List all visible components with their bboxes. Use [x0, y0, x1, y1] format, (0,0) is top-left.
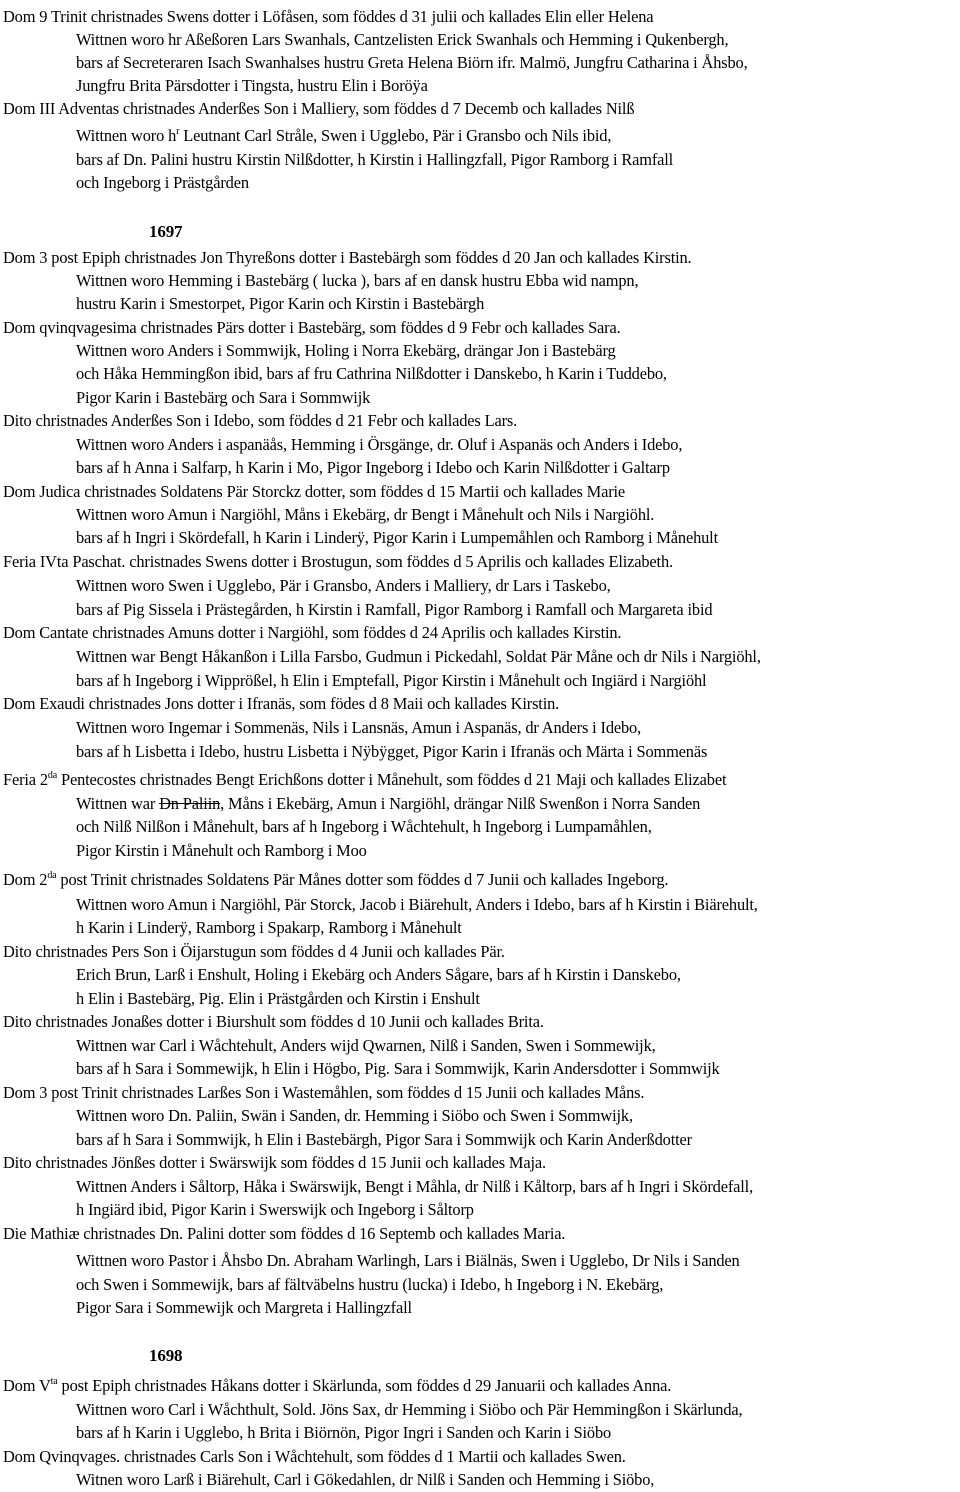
- entry-line: [3, 480, 625, 503]
- entry-detail-line: [76, 815, 652, 838]
- text-run: Die Mathiæ christnades Dn. Palini dotter som föddes d 16 Septemb och kallades Maria.: [3, 1224, 566, 1243]
- entry-detail-line: [76, 598, 712, 621]
- text-run: Wittnen woro Ingemar i Sommenäs, Nils i Lansnäs, Amun i Aspanäs, dr Anders i Idebo,: [76, 718, 642, 737]
- text-run: bars af Pig Sissela i Prästegården, h Kirstin i Ramfall, Pigor Ramborg i Ramfall och Margareta ibid: [76, 600, 713, 619]
- entry-line: [3, 1445, 626, 1468]
- text-run: Wittnen woro Pastor i Åhsbo Dn. Abraham Warlingh, Lars i Biälnäs, Swen i Ugglebo, Dr Nils i Sanden: [76, 1251, 740, 1270]
- entry-detail-line: [76, 1249, 740, 1272]
- text-run: Wittnen war: [76, 794, 160, 813]
- entry-line: [3, 409, 517, 432]
- entry-detail-line: [76, 740, 707, 763]
- entry-detail-line: [76, 269, 638, 292]
- entry-detail-line: [76, 51, 748, 74]
- text-run: Wittnen Anders i Såltorp, Håka i Swärswijk, Bengt i Måhla, dr Nilß i Kåltorp, bars af h Ingri i Skördefall,: [76, 1177, 754, 1196]
- text-run: Leutnant Carl Stråle, Swen i Ugglebo, Pär i Gransbo och Nils ibid,: [179, 126, 612, 145]
- entry-detail-line: [76, 1175, 753, 1198]
- text-run: Wittnen woro Anders i aspanäås, Hemming i Örsgänge, dr. Oluf i Aspanäs och Anders i Idebo,: [76, 435, 683, 454]
- text-run: Dom Qvinqvages. christnades Carls Son i Wåchtehult, som föddes d 1 Martii och kallades Swen.: [3, 1447, 626, 1466]
- text-run: Wittnen woro Anders i Sommwijk, Holing i Norra Ekebärg, drängar Jon i Bastebärg: [76, 341, 616, 360]
- entry-detail-line: [76, 386, 370, 409]
- entry-detail-line: [76, 503, 654, 526]
- text-run: Feria IVta Paschat. christnades Swens dotter i Brostugun, som föddes d 5 Aprilis och kallades Elizabeth.: [3, 552, 673, 571]
- entry-line: [3, 868, 668, 891]
- entry-line: [3, 1151, 546, 1174]
- text-run: Jungfru Brita Pärsdotter i Tingsta, hustru Elin i Boröÿa: [76, 76, 428, 95]
- text-run: Feria 2: [3, 770, 48, 789]
- entry-detail-line: [76, 963, 681, 986]
- entry-detail-line: [76, 74, 428, 97]
- struck-text: Dn Paliin: [159, 794, 221, 813]
- text-run: bars af h Lisbetta i Idebo, hustru Lisbetta i Nÿbÿgget, Pigor Karin i Ifranäs och Märta i Sommenäs: [76, 742, 708, 761]
- superscript-text: ta: [50, 1376, 58, 1387]
- entry-detail-line: [76, 1034, 656, 1057]
- entry-line: [3, 768, 726, 791]
- entry-line: [3, 316, 621, 339]
- entry-detail-line: [76, 1296, 412, 1319]
- text-run: bars af Dn. Palini hustru Kirstin Nilßdotter, h Kirstin i Hallingzfall, Pigor Ramborg i Ramfall: [76, 150, 674, 169]
- entry-line: [3, 1222, 565, 1245]
- entry-detail-line: [76, 124, 611, 147]
- text-run: Wittnen war Carl i Wåchtehult, Anders wijd Qwarnen, Nilß i Sanden, Swen i Sommewijk,: [76, 1036, 656, 1055]
- text-run: Dito christnades Pers Son i Öijarstugun som föddes d 4 Junii och kallades Pär.: [3, 942, 505, 961]
- entry-line: [3, 246, 692, 269]
- text-run: Dito christnades Anderßes Son i Idebo, som föddes d 21 Febr och kallades Lars.: [3, 411, 518, 430]
- text-run: , Måns i Ekebärg, Amun i Nargiöhl, drängar Nilß Swenßon i Norra Sanden: [220, 794, 701, 813]
- text-run: Wittnen woro Amun i Nargiöhl, Pär Storck, Jacob i Biärehult, Anders i Idebo, bars af h Kirstin i Biärehult,: [76, 895, 758, 914]
- entry-detail-line: [76, 456, 670, 479]
- text-run: bars af Secreteraren Isach Swanhalses hustru Greta Helena Biörn ifr. Malmö, Jungfru Catharina i Åhsbo,: [76, 53, 748, 72]
- entry-detail-line: [76, 171, 249, 194]
- text-run: Erich Brun, Larß i Enshult, Holing i Ekebärg och Anders Sågare, bars af h Kirstin i Danskebo,: [76, 965, 681, 984]
- entry-line: [3, 1010, 544, 1033]
- entry-detail-line: [76, 1421, 611, 1444]
- text-run: h Ingiärd ibid, Pigor Karin i Swerswijk och Ingeborg i Såltorp: [76, 1200, 474, 1219]
- text-run: och Nilß Nilßon i Månehult, bars af h Ingeborg i Wåchtehult, h Ingeborg i Lumpamåhlen,: [76, 817, 652, 836]
- text-run: bars af h Ingeborg i Wipprößel, h Elin i Emptefall, Pigor Kirstin i Månehult och Ingiärd i Nargiöhl: [76, 671, 707, 690]
- text-run: Wittnen woro Carl i Wåchthult, Sold. Jöns Sax, dr Hemming i Siöbo och Pär Hemmingßon i Skärlunda,: [76, 1400, 743, 1419]
- entry-detail-line: [76, 839, 367, 862]
- text-run: och Swen i Sommewijk, bars af fältväbelns hustru (lucka) i Idebo, h Ingeborg i N. Ekebärg,: [76, 1275, 664, 1294]
- superscript-text: da: [47, 770, 58, 781]
- entry-detail-line: [76, 292, 484, 315]
- entry-detail-line: [76, 1468, 654, 1491]
- entry-detail-line: [76, 716, 641, 739]
- text-run: Wittnen woro Dn. Paliin, Swän i Sanden, dr. Hemming i Siöbo och Swen i Sommwijk,: [76, 1106, 633, 1125]
- entry-line: [3, 621, 621, 644]
- text-run: Dito christnades Jönßes dotter i Swärswijk som föddes d 15 Junii och kallades Maja.: [3, 1153, 546, 1172]
- entry-detail-line: [76, 362, 667, 385]
- text-run: Dom 3 post Trinit christnades Larßes Son i Wastemåhlen, som föddes d 15 Junii och kallades Måns.: [3, 1083, 645, 1102]
- text-run: Pigor Sara i Sommewijk och Margreta i Hallingzfall: [76, 1298, 412, 1317]
- text-run: post Epiph christnades Håkans dotter i Skärlunda, som föddes d 29 Januarii och kallades Anna.: [57, 1376, 672, 1395]
- entry-detail-line: [76, 526, 718, 549]
- text-run: Pigor Kirstin i Månehult och Ramborg i Moo: [76, 841, 367, 860]
- entry-detail-line: [76, 893, 758, 916]
- entry-line: [3, 97, 634, 120]
- text-run: Dom 3 post Epiph christnades Jon Thyreßons dotter i Bastebärgh som föddes d 20 Jan och kallades Kirstin.: [3, 248, 692, 267]
- superscript-text: r: [176, 126, 180, 137]
- text-run: bars af h Anna i Salfarp, h Karin i Mo, Pigor Ingeborg i Idebo och Karin Nilßdotter i Galtarp: [76, 458, 670, 477]
- entry-line: [3, 692, 559, 715]
- text-run: och Ingeborg i Prästgården: [76, 173, 249, 192]
- text-run: post Trinit christnades Soldatens Pär Månes dotter som föddes d 7 Junii och kallades Ingeborg.: [56, 870, 669, 889]
- entry-detail-line: [76, 1104, 633, 1127]
- text-run: Wittnen woro h: [76, 126, 177, 145]
- entry-line: [3, 1374, 671, 1397]
- entry-detail-line: [76, 148, 673, 171]
- entry-detail-line: [76, 669, 706, 692]
- text-run: Pigor Karin i Bastebärg och Sara i Sommwijk: [76, 388, 371, 407]
- entry-detail-line: [76, 1398, 742, 1421]
- entry-detail-line: [76, 433, 682, 456]
- text-run: Wittnen war Bengt Håkanßon i Lilla Farsbo, Gudmun i Pickedahl, Soldat Pär Måne och dr Nils i Nargiöhl,: [76, 647, 761, 666]
- entry-detail-line: [76, 1198, 474, 1221]
- text-run: Dom 2: [3, 870, 48, 889]
- entry-detail-line: [76, 987, 480, 1010]
- text-run: Dom V: [3, 1376, 51, 1395]
- text-run: Dom qvinqvagesima christnades Pärs dotter i Bastebärg, som föddes d 9 Febr och kallades Sara.: [3, 318, 621, 337]
- year-heading: 1697: [149, 222, 183, 241]
- entry-line: [3, 940, 505, 963]
- text-run: Dom 9 Trinit christnades Swens dotter i Löfåsen, som föddes d 31 julii och kallades Elin eller Helena: [3, 7, 654, 26]
- text-run: h Karin i Linderÿ, Ramborg i Spakarp, Ramborg i Månehult: [76, 918, 462, 937]
- text-run: Witnen woro Larß i Biärehult, Carl i Gökedahlen, dr Nilß i Sanden och Hemming i Siöbo,: [76, 1470, 655, 1489]
- entry-detail-line: [76, 1057, 720, 1080]
- text-run: h Elin i Bastebärg, Pig. Elin i Prästgården och Kirstin i Enshult: [76, 989, 480, 1008]
- entry-detail-line: [76, 28, 728, 51]
- entry-detail-line: [76, 916, 462, 939]
- text-run: bars af h Karin i Ugglebo, h Brita i Biörnön, Pigor Ingri i Sanden och Karin i Siöbo: [76, 1423, 612, 1442]
- text-run: Wittnen woro Amun i Nargiöhl, Måns i Ekebärg, dr Bengt i Månehult och Nils i Nargiöhl.: [76, 505, 655, 524]
- text-run: Dom Exaudi christnades Jons dotter i Ifranäs, som födes d 8 Maii och kallades Kirstin.: [3, 694, 560, 713]
- superscript-text: da: [47, 870, 57, 881]
- entry-detail-line: [76, 1128, 692, 1151]
- entry-line: [3, 1081, 644, 1104]
- entry-detail-line: [76, 1273, 663, 1296]
- entry-detail-line: [76, 339, 616, 362]
- text-run: Pentecostes christnades Bengt Erichßons dotter i Månehult, som föddes d 21 Maji och kallades Elizabet: [57, 770, 727, 789]
- text-run: Wittnen woro Hemming i Bastebärg ( lucka ), bars af en dansk hustru Ebba wid nampn,: [76, 271, 639, 290]
- entry-detail-line: [76, 645, 761, 668]
- text-run: bars af h Sara i Sommewijk, h Elin i Högbo, Pig. Sara i Sommwijk, Karin Andersdotter i Sommwijk: [76, 1059, 720, 1078]
- text-run: bars af h Ingri i Skördefall, h Karin i Linderÿ, Pigor Karin i Lumpemåhlen och Ramborg i Månehult: [76, 528, 718, 547]
- text-run: Dito christnades Jonaßes dotter i Biurshult som föddes d 10 Junii och kallades Brita.: [3, 1012, 544, 1031]
- entry-detail-line: [76, 792, 700, 815]
- text-run: bars af h Sara i Sommwijk, h Elin i Bastebärgh, Pigor Sara i Sommwijk och Karin Anderßdotter: [76, 1130, 692, 1149]
- text-run: Wittnen woro Swen i Ugglebo, Pär i Gransbo, Anders i Malliery, dr Lars i Taskebo,: [76, 576, 611, 595]
- entry-line: [3, 5, 653, 28]
- text-run: Dom III Adventas christnades Anderßes Son i Malliery, som föddes d 7 Decemb och kallades Nilß: [3, 99, 635, 118]
- text-run: hustru Karin i Smestorpet, Pigor Karin och Kirstin i Bastebärgh: [76, 294, 485, 313]
- text-run: Wittnen woro hr Aßeßoren Lars Swanhals, Cantzelisten Erick Swanhals och Hemming i Qukenbergh,: [76, 30, 729, 49]
- text-run: och Håka Hemmingßon ibid, bars af fru Cathrina Nilßdotter i Danskebo, h Karin i Tuddebo,: [76, 364, 667, 383]
- entry-line: [3, 550, 673, 573]
- entry-detail-line: [76, 574, 611, 597]
- text-run: Dom Cantate christnades Amuns dotter i Nargiöhl, som föddes d 24 Aprilis och kallades Kirstin.: [3, 623, 622, 642]
- text-run: Dom Judica christnades Soldatens Pär Storckz dotter, som föddes d 15 Martii och kallades Marie: [3, 482, 626, 501]
- year-heading: 1698: [149, 1346, 183, 1365]
